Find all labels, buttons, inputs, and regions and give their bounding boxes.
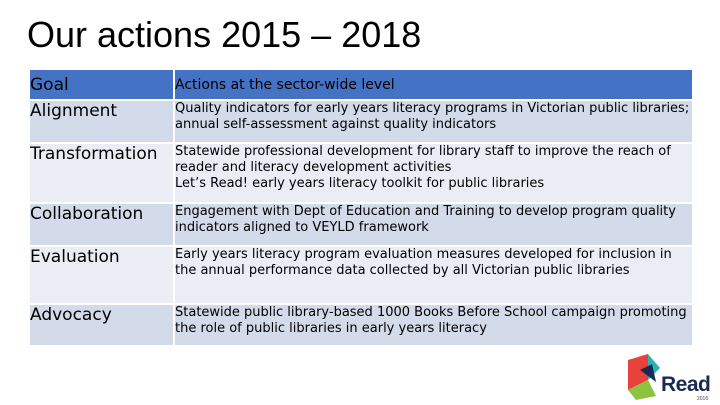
goal-cell: Alignment bbox=[29, 100, 174, 143]
goal-cell: Evaluation bbox=[29, 246, 174, 304]
table-row bbox=[29, 304, 693, 346]
table-header-row bbox=[29, 69, 693, 100]
actions-cell: Quality indicators for early years literacy programs in Victorian public libraries; annual self-assessment against quality indicators bbox=[174, 100, 693, 143]
actions-cell: Statewide public library-based 1000 Books Before School campaign promoting the role of public libraries in early years literacy bbox=[174, 304, 693, 346]
goal-cell: Transformation bbox=[29, 143, 174, 203]
table-row bbox=[29, 100, 693, 143]
actions-cell: Engagement with Dept of Education and Training to develop program quality indicators aligned to VEYLD framework bbox=[174, 203, 693, 246]
table-row bbox=[29, 143, 693, 203]
header-actions: Actions at the sector-wide level bbox=[174, 69, 693, 100]
goal-cell: Collaboration bbox=[29, 203, 174, 246]
actions-cell: Early years literacy program evaluation measures developed for inclusion in the annual performance data collected by all Victorian public libraries bbox=[174, 246, 693, 304]
logo-subtext: 2016 bbox=[697, 396, 709, 402]
slide-title: Our actions 2015 – 2018 bbox=[27, 14, 422, 55]
header-goal: Goal bbox=[29, 69, 174, 100]
goal-cell: Advocacy bbox=[29, 304, 174, 346]
logo-wordmark: Read bbox=[661, 373, 711, 396]
actions-cell: Statewide professional development for library staff to improve the reach of reader and literacy development activities Let’s Read! early years literacy toolkit for public libraries bbox=[174, 143, 693, 203]
table-row bbox=[29, 246, 693, 304]
table-row bbox=[29, 203, 693, 246]
actions-table bbox=[28, 68, 694, 347]
